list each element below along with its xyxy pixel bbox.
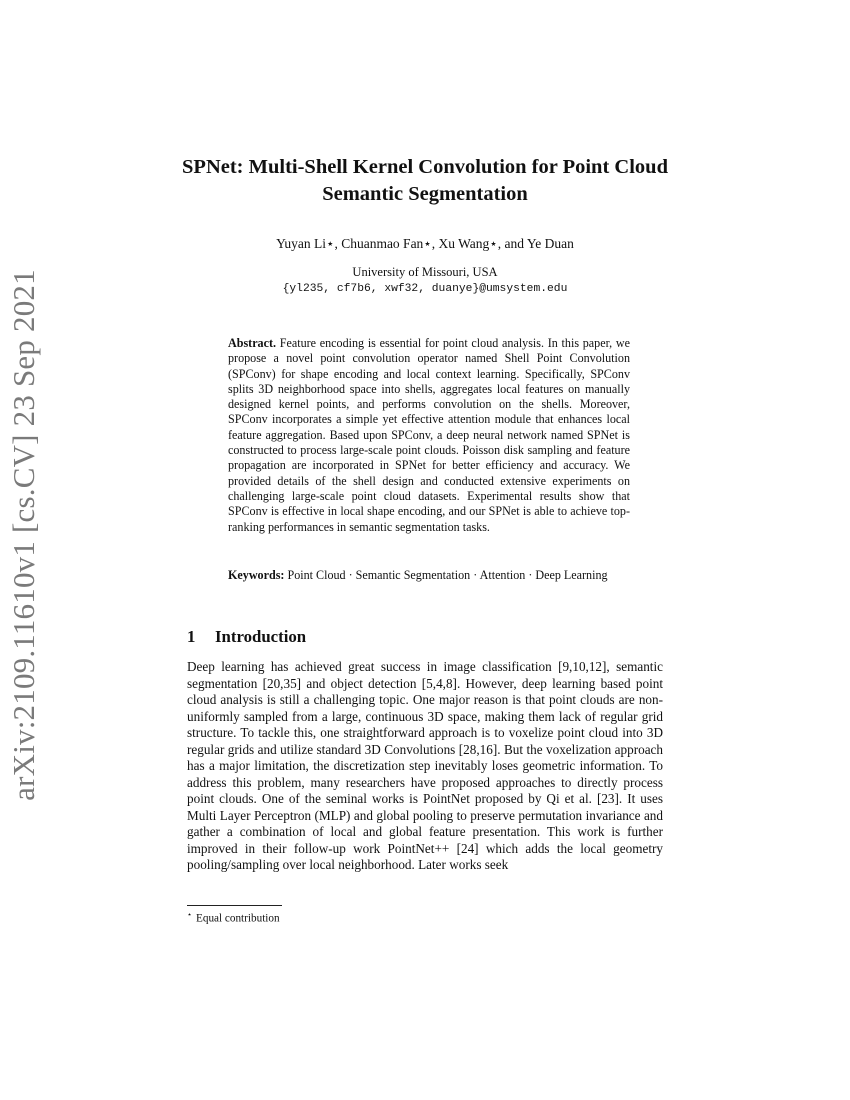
introduction-paragraph: Deep learning has achieved great success in image classification [9,10,12], semantic segmentation [20,35] and object detection [5,4,8]. However, deep learning based point cloud analysis is still a challenging topic. One major reason is that point clouds are non-uniformly sampled from a large, continuous 3D space, making them lack of regular grid structure. To tackle this, one straightforward approach is to voxelize point cloud into 3D regular grids and utilize standard 3D Convolutions [28,16]. But the voxelization approach has a major limitation, the discretization step inevitably loses geometric information. To address this problem, many researchers have proposed approaches to directly process point clouds. One of the seminal works is PointNet proposed by Qi et al. [23]. It uses Multi Layer Perceptron (MLP) and global pooling to preserve permutation invariance and gather a combination of local and global feature presentation. This work is further improved in their follow-up work PointNet++ [24] which adds the local geometry pooling/sampling over local neighborhood. Later works seek	[187, 659, 663, 872]
author-emails: {yl235, cf7b6, xwf32, duanye}@umsystem.edu	[282, 283, 568, 295]
paper-title: SPNet: Multi-Shell Kernel Convolution for Point Cloud Semantic Segmentation	[182, 156, 668, 205]
footnote	[187, 908, 280, 926]
keywords-text: Point Cloud · Semantic Segmentation · Attention · Deep Learning	[287, 568, 608, 582]
section-heading-introduction	[187, 626, 306, 648]
keywords-label: Keywords:	[228, 568, 285, 582]
author-list: Yuyan Li⋆, Chuanmao Fan⋆, Xu Wang⋆, and Ye Duan	[276, 236, 574, 251]
section-number: 1	[187, 627, 196, 646]
keywords	[228, 568, 630, 583]
abstract-text: Feature encoding is essential for point cloud analysis. In this paper, we propose a novel point convolution operator named Shell Point Convolution (SPConv) for shape encoding and local context learning. Specifically, SPConv splits 3D neighborhood space into shells, aggregates local features on manually designed kernel points, and performs convolution on the shells. Moreover, SPConv incorporates a simple yet effective attention module that enhances local feature aggregation. Based upon SPConv, a deep neural network named SPNet is constructed to process large-scale point clouds. Poisson disk sampling and feature propagation are incorporated in SPNet for better efficiency and accuracy. We provided details of the shell design and conducted extensive experiments on challenging large-scale point cloud datasets. Experimental results show that SPConv is effective in local shape encoding, and our SPNet is able to achieve top-ranking performances in semantic segmentation tasks.	[228, 336, 630, 534]
section-title: Introduction	[215, 627, 307, 646]
author-affiliation: University of Missouri, USA	[352, 265, 498, 279]
arxiv-identifier-text: arXiv:2109.11610v1 [cs.CV] 23 Sep 2021	[6, 269, 41, 801]
abstract-label: Abstract.	[228, 336, 277, 350]
abstract	[228, 336, 630, 535]
footnote-divider	[187, 905, 282, 906]
footnote-mark: ⋆	[187, 910, 193, 919]
footnote-text: Equal contribution	[196, 912, 280, 925]
